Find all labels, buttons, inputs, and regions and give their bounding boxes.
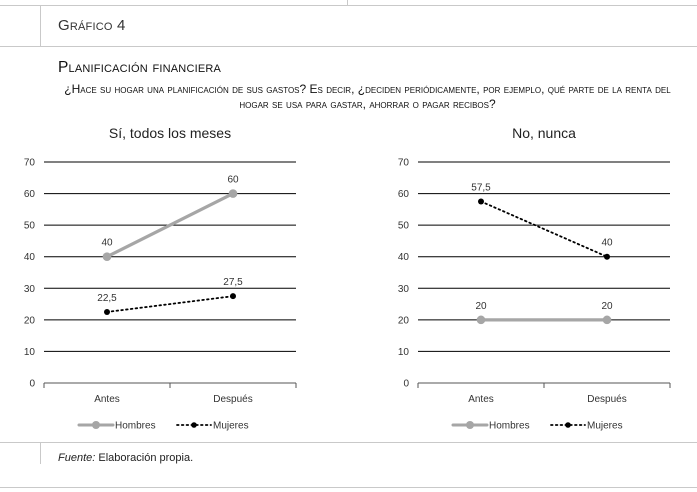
data-label-mujeres: 22,5: [97, 292, 117, 304]
chart-title: No, nunca: [512, 125, 576, 141]
y-tick-label: 50: [397, 220, 409, 232]
y-tick-label: 60: [23, 189, 35, 201]
y-tick-label: 70: [397, 157, 409, 169]
data-label-mujeres: 40: [601, 237, 613, 249]
y-tick-label: 50: [23, 220, 35, 232]
legend-marker-mujeres: [191, 422, 197, 428]
header-rule: [0, 46, 697, 47]
footer-rule: [0, 442, 697, 443]
y-tick-label: 40: [23, 252, 35, 264]
bottom-rule: [0, 487, 697, 488]
y-tick-label: 0: [29, 378, 35, 390]
data-point-mujeres-despues: [230, 293, 236, 299]
data-point-hombres-antes: [103, 252, 112, 261]
y-tick-label: 30: [23, 283, 35, 295]
chart-title: Sí, todos los meses: [108, 125, 232, 141]
data-point-mujeres-antes: [478, 198, 484, 204]
series-line-mujeres: [481, 201, 607, 256]
data-point-hombres-antes: [477, 316, 486, 325]
y-tick-label: 20: [23, 315, 35, 327]
source-label: Fuente:: [58, 452, 96, 464]
y-tick-label: 30: [397, 283, 409, 295]
x-tick-label-despues: Después: [587, 394, 627, 405]
x-tick-label-despues: Después: [213, 394, 253, 405]
series-line-mujeres: [107, 296, 233, 312]
source-note: [58, 452, 193, 464]
y-tick-label: 10: [23, 346, 35, 358]
y-tick-label: 60: [397, 189, 409, 201]
legend-label-mujeres: Mujeres: [213, 420, 249, 432]
x-tick-label-antes: Antes: [94, 394, 120, 405]
legend-marker-mujeres: [565, 422, 571, 428]
data-label-mujeres: 27,5: [223, 277, 243, 289]
legend-label-hombres: Hombres: [489, 420, 530, 432]
survey-question: ¿Hace su hogar una planificación de sus gastos? Es decir, ¿deciden periódicamente, por ejemplo, qué parte de la renta del hogar se usa para gastar, ahorrar o pagar recibos?: [64, 82, 671, 111]
data-label-hombres: 20: [475, 300, 487, 312]
data-label-hombres: 40: [101, 237, 113, 249]
source-text: Elaboración propia.: [95, 452, 194, 464]
y-tick-label: 0: [403, 378, 409, 390]
data-label-hombres: 20: [601, 300, 613, 312]
data-label-mujeres: 57,5: [471, 182, 491, 194]
data-point-hombres-despues: [603, 316, 612, 325]
chart-no-nunca: [388, 120, 697, 440]
y-tick-label: 70: [23, 157, 35, 169]
y-tick-label: 40: [397, 252, 409, 264]
y-tick-label: 20: [397, 315, 409, 327]
header-gutter: [40, 5, 41, 47]
legend-marker-hombres: [466, 421, 474, 429]
figure-label: Gráfico 4: [58, 17, 126, 34]
data-point-mujeres-despues: [604, 254, 610, 260]
top-rule: [0, 5, 697, 6]
footer-gutter: [40, 442, 41, 464]
x-tick-label-antes: Antes: [468, 394, 494, 405]
legend-label-mujeres: Mujeres: [587, 420, 623, 432]
chart-si-todos-los-meses: [14, 120, 334, 440]
legend-marker-hombres: [92, 421, 100, 429]
figure-title: Planificación financiera: [58, 59, 222, 76]
data-point-mujeres-antes: [104, 309, 110, 315]
data-point-hombres-despues: [229, 189, 238, 198]
data-label-hombres: 60: [227, 174, 239, 186]
y-tick-label: 10: [397, 346, 409, 358]
legend-label-hombres: Hombres: [115, 420, 156, 432]
